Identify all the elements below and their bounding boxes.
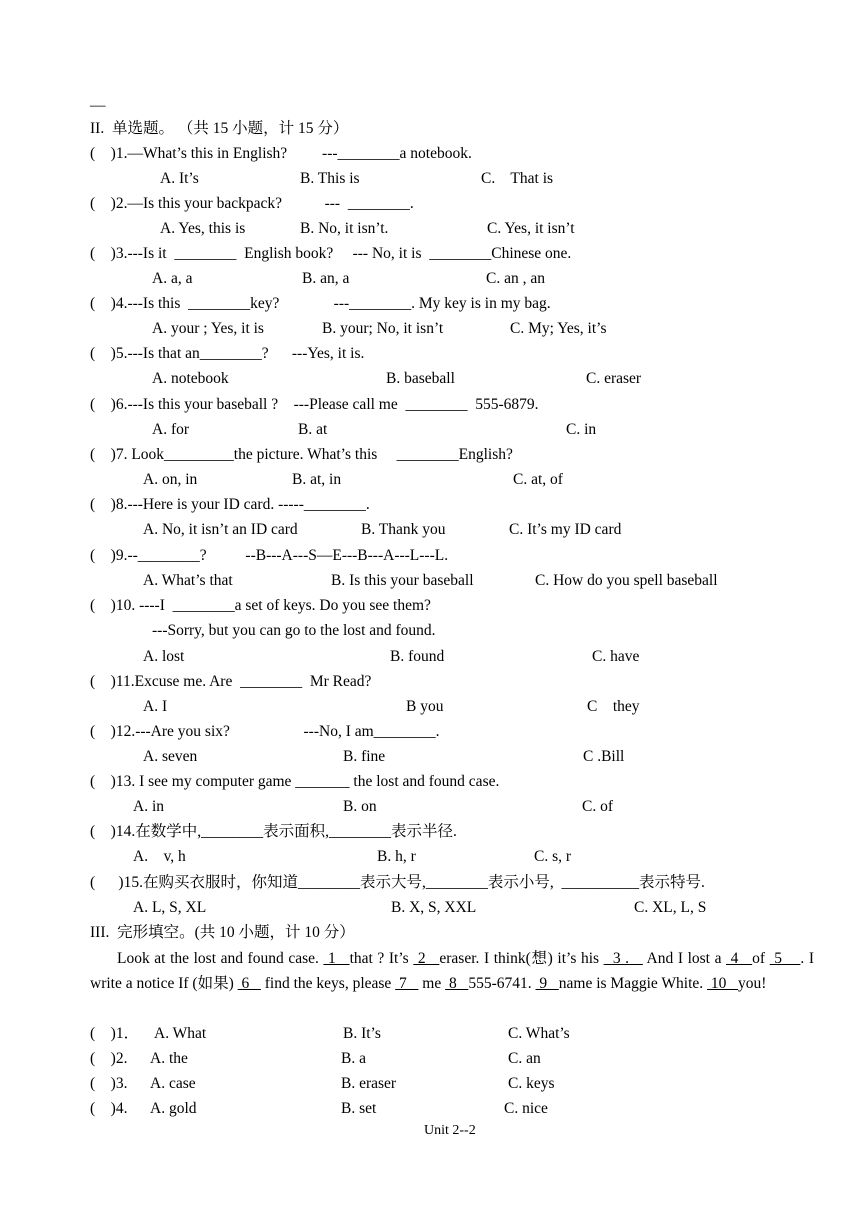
option-c: C. XL, L, S bbox=[634, 899, 707, 916]
section-3-heading: III. 完形填空。(共 10 小题，计 10 分） bbox=[90, 924, 355, 941]
option-b: B. your; No, it isn’t bbox=[322, 320, 444, 337]
option-a: A. in bbox=[133, 798, 164, 815]
option-c: C. an bbox=[508, 1050, 541, 1067]
option-c: C. at, of bbox=[513, 471, 563, 488]
option-c: C. in bbox=[566, 421, 597, 438]
cloze-blank: 8 bbox=[445, 975, 469, 992]
option-b: B. h, r bbox=[377, 848, 416, 865]
option-a: A. notebook bbox=[152, 370, 229, 387]
question-stem: ( )14.在数学中,________表示面积,________表示半径. bbox=[90, 823, 457, 840]
option-a: A. for bbox=[152, 421, 190, 438]
question-stem: ( )1.—What’s this in English? ---________a notebook. bbox=[90, 145, 472, 162]
passage-text: me bbox=[418, 975, 446, 992]
option-b: B. Is this your baseball bbox=[331, 572, 474, 589]
passage-text: . I write a notice If (如果) bbox=[90, 950, 815, 992]
passage-text: you! bbox=[738, 975, 767, 992]
cloze-number: ( )4. bbox=[90, 1100, 128, 1117]
top-mark: — bbox=[90, 97, 106, 114]
option-b: B. at bbox=[298, 421, 328, 438]
option-a: A. Yes, this is bbox=[160, 220, 246, 237]
cloze-number: ( )2. bbox=[90, 1050, 128, 1067]
question-stem: ( )3.---Is it ________ English book? --- No, it is ________Chinese one. bbox=[90, 245, 572, 262]
question-stem: ( )9.--________? --B---A---S—E---B---A---L---L. bbox=[90, 547, 449, 564]
page-footer: Unit 2--2 bbox=[424, 1123, 476, 1138]
question-stem: ( )4.---Is this ________key? ---________. My key is in my bag. bbox=[90, 295, 551, 312]
passage-text: find the keys, please bbox=[260, 975, 396, 992]
option-a: A. What’s that bbox=[143, 572, 233, 589]
option-c: C. eraser bbox=[586, 370, 642, 387]
option-b: B. at, in bbox=[292, 471, 342, 488]
option-c: C. of bbox=[582, 798, 613, 815]
option-c: C .Bill bbox=[583, 748, 625, 765]
option-c: C they bbox=[587, 698, 640, 715]
passage-text: Look at the lost and found case. bbox=[117, 950, 324, 967]
option-c: C. That is bbox=[481, 170, 554, 187]
option-a: A. v, h bbox=[133, 848, 186, 865]
question-stem: ( )8.---Here is your ID card. -----________. bbox=[90, 496, 370, 513]
cloze-blank: 3 . bbox=[603, 950, 643, 967]
option-b: B. No, it isn’t. bbox=[300, 220, 389, 237]
option-b: B. This is bbox=[300, 170, 360, 187]
question-stem: ( )6.---Is this your baseball ? ---Please call me ________ 555-6879. bbox=[90, 396, 539, 413]
option-b: B. Thank you bbox=[361, 521, 446, 538]
cloze-blank: 5 bbox=[769, 950, 801, 967]
passage-text: that ? It’s bbox=[349, 950, 414, 967]
option-b: B. fine bbox=[343, 748, 386, 765]
option-c: C. It’s my ID card bbox=[509, 521, 622, 538]
option-c: C. have bbox=[592, 648, 640, 665]
option-b: B you bbox=[406, 698, 444, 715]
option-a: A. the bbox=[150, 1050, 188, 1067]
question-stem-continued: ---Sorry, but you can go to the lost and found. bbox=[152, 622, 436, 639]
option-c: C. keys bbox=[508, 1075, 555, 1092]
option-a: A. a, a bbox=[152, 270, 193, 287]
option-a: A. case bbox=[150, 1075, 196, 1092]
option-a: A. No, it isn’t an ID card bbox=[143, 521, 298, 538]
option-a: A. lost bbox=[143, 648, 185, 665]
option-b: B. X, S, XXL bbox=[391, 899, 477, 916]
option-c: C. nice bbox=[504, 1100, 548, 1117]
option-b: B. on bbox=[343, 798, 377, 815]
question-stem: ( )7. Look_________the picture. What’s this ________English? bbox=[90, 446, 513, 463]
option-a: A. gold bbox=[150, 1100, 197, 1117]
question-stem: ( )15.在购买衣服时，你知道________表示大号,________表示小号, __________表示特号. bbox=[90, 874, 705, 891]
option-c: C. My; Yes, it’s bbox=[510, 320, 607, 337]
cloze-number: ( )3. bbox=[90, 1075, 128, 1092]
cloze-blank: 2 bbox=[413, 950, 440, 967]
option-a: A. I bbox=[143, 698, 168, 715]
cloze-blank: 1 bbox=[323, 950, 350, 967]
question-stem: ( )2.—Is this your backpack? --- ________. bbox=[90, 195, 414, 212]
option-b: B. eraser bbox=[341, 1075, 397, 1092]
option-c: C. s, r bbox=[534, 848, 572, 865]
question-stem: ( )12.---Are you six? ---No, I am________. bbox=[90, 723, 440, 740]
option-c: C. How do you spell baseball bbox=[535, 572, 718, 589]
option-c: C. Yes, it isn’t bbox=[487, 220, 575, 237]
question-stem: ( )5.---Is that an________? ---Yes, it is. bbox=[90, 345, 365, 362]
option-c: C. an , an bbox=[486, 270, 545, 287]
option-c: C. What’s bbox=[508, 1025, 570, 1042]
cloze-blank: 10 bbox=[707, 975, 738, 992]
option-a: A. seven bbox=[143, 748, 198, 765]
option-a: A. on, in bbox=[143, 471, 198, 488]
option-b: B. found bbox=[390, 648, 445, 665]
option-b: B. an, a bbox=[302, 270, 350, 287]
question-stem: ( )11.Excuse me. Are ________ Mr Read? bbox=[90, 673, 372, 690]
cloze-blank: 9 bbox=[535, 975, 559, 992]
cloze-blank: 6 bbox=[237, 975, 261, 992]
option-b: B. set bbox=[341, 1100, 377, 1117]
section-2-heading: II. 单选题。 （共 15 小题，计 15 分） bbox=[90, 120, 349, 137]
cloze-blank: 4 bbox=[726, 950, 753, 967]
passage-text: of bbox=[752, 950, 770, 967]
option-b: B. baseball bbox=[386, 370, 455, 387]
option-a: A. What bbox=[154, 1025, 207, 1042]
option-a: A. your ; Yes, it is bbox=[152, 320, 264, 337]
option-b: B. a bbox=[341, 1050, 366, 1067]
cloze-blank: 7 bbox=[395, 975, 419, 992]
cloze-number: ( )1． bbox=[90, 1025, 140, 1042]
passage-text: name is Maggie White. bbox=[558, 975, 707, 992]
question-stem: ( )13. I see my computer game _______ the lost and found case. bbox=[90, 773, 500, 790]
cloze-passage bbox=[90, 946, 814, 996]
question-stem: ( )10. ----I ________a set of keys. Do you see them? bbox=[90, 597, 431, 614]
option-a: A. L, S, XL bbox=[133, 899, 207, 916]
passage-text: 555-6741. bbox=[468, 975, 536, 992]
option-b: B. It’s bbox=[343, 1025, 381, 1042]
passage-text: And I lost a bbox=[642, 950, 727, 967]
passage-text: eraser. I think(想) it’s his bbox=[439, 950, 604, 967]
option-a: A. It’s bbox=[160, 170, 199, 187]
